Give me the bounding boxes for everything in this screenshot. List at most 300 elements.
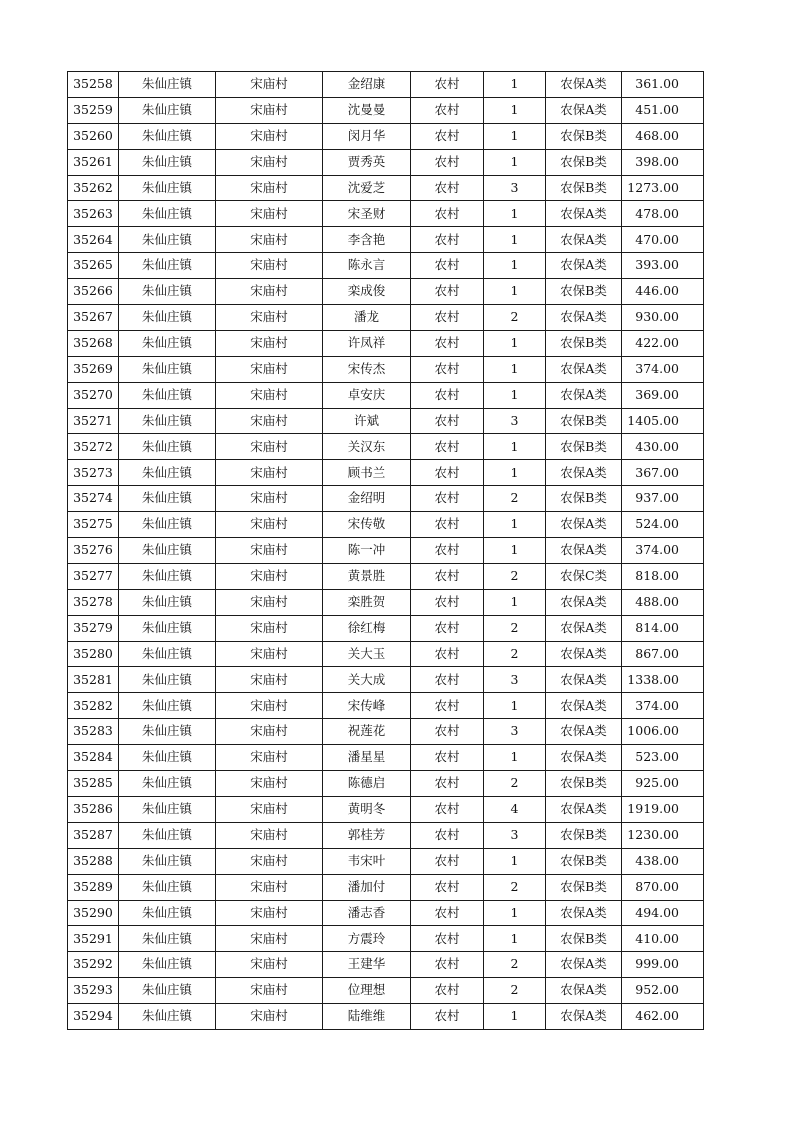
amount-cell: 410.00 [622,926,704,952]
town-cell: 朱仙庄镇 [119,279,216,305]
serial-number-cell: 35290 [68,900,119,926]
amount-cell: 430.00 [622,434,704,460]
town-cell: 朱仙庄镇 [119,978,216,1004]
amount-cell: 952.00 [622,978,704,1004]
amount-cell: 937.00 [622,486,704,512]
serial-number-cell: 35280 [68,641,119,667]
amount-cell: 999.00 [622,952,704,978]
area-type-cell: 农村 [411,874,484,900]
serial-number-cell: 35275 [68,512,119,538]
town-cell: 朱仙庄镇 [119,563,216,589]
village-cell: 宋庙村 [216,848,323,874]
town-cell: 朱仙庄镇 [119,538,216,564]
table-row [68,123,704,149]
village-cell: 宋庙村 [216,641,323,667]
document-page [67,71,704,1030]
table-row [68,72,704,98]
insurance-category-cell: 农保B类 [546,434,622,460]
household-count-cell: 3 [484,667,546,693]
person-name-cell: 陆维维 [323,1004,411,1030]
area-type-cell: 农村 [411,434,484,460]
area-type-cell: 农村 [411,123,484,149]
roster-body [68,72,704,1030]
area-type-cell: 农村 [411,72,484,98]
serial-number-cell: 35266 [68,279,119,305]
insurance-category-cell: 农保A类 [546,978,622,1004]
serial-number-cell: 35276 [68,538,119,564]
town-cell: 朱仙庄镇 [119,745,216,771]
village-cell: 宋庙村 [216,589,323,615]
insurance-category-cell: 农保A类 [546,201,622,227]
person-name-cell: 关大成 [323,667,411,693]
amount-cell: 494.00 [622,900,704,926]
town-cell: 朱仙庄镇 [119,719,216,745]
insurance-category-cell: 农保A类 [546,97,622,123]
household-count-cell: 2 [484,978,546,1004]
household-count-cell: 4 [484,796,546,822]
person-name-cell: 关大玉 [323,641,411,667]
village-cell: 宋庙村 [216,72,323,98]
insurance-category-cell: 农保B类 [546,175,622,201]
table-row [68,900,704,926]
household-count-cell: 1 [484,356,546,382]
household-count-cell: 1 [484,201,546,227]
serial-number-cell: 35286 [68,796,119,822]
table-row [68,330,704,356]
person-name-cell: 顾书兰 [323,460,411,486]
serial-number-cell: 35264 [68,227,119,253]
town-cell: 朱仙庄镇 [119,589,216,615]
person-name-cell: 陈一冲 [323,538,411,564]
insurance-category-cell: 农保B类 [546,874,622,900]
table-row [68,227,704,253]
household-count-cell: 2 [484,874,546,900]
household-count-cell: 2 [484,563,546,589]
table-row [68,279,704,305]
household-count-cell: 1 [484,149,546,175]
village-cell: 宋庙村 [216,563,323,589]
town-cell: 朱仙庄镇 [119,693,216,719]
person-name-cell: 卓安庆 [323,382,411,408]
village-cell: 宋庙村 [216,745,323,771]
person-name-cell: 许凤祥 [323,330,411,356]
village-cell: 宋庙村 [216,175,323,201]
town-cell: 朱仙庄镇 [119,382,216,408]
area-type-cell: 农村 [411,822,484,848]
person-name-cell: 陈永言 [323,253,411,279]
insurance-category-cell: 农保A类 [546,952,622,978]
serial-number-cell: 35265 [68,253,119,279]
village-cell: 宋庙村 [216,952,323,978]
household-count-cell: 1 [484,926,546,952]
person-name-cell: 宋传峰 [323,693,411,719]
area-type-cell: 农村 [411,615,484,641]
table-row [68,356,704,382]
town-cell: 朱仙庄镇 [119,926,216,952]
table-row [68,175,704,201]
insurance-category-cell: 农保B类 [546,408,622,434]
table-row [68,822,704,848]
area-type-cell: 农村 [411,175,484,201]
table-row [68,382,704,408]
serial-number-cell: 35291 [68,926,119,952]
area-type-cell: 农村 [411,486,484,512]
serial-number-cell: 35270 [68,382,119,408]
table-row [68,719,704,745]
village-cell: 宋庙村 [216,926,323,952]
area-type-cell: 农村 [411,589,484,615]
insurance-category-cell: 农保B类 [546,848,622,874]
household-count-cell: 1 [484,538,546,564]
person-name-cell: 潘星星 [323,745,411,771]
insurance-category-cell: 农保A类 [546,641,622,667]
table-row [68,848,704,874]
household-count-cell: 1 [484,97,546,123]
town-cell: 朱仙庄镇 [119,305,216,331]
town-cell: 朱仙庄镇 [119,874,216,900]
village-cell: 宋庙村 [216,1004,323,1030]
insurance-category-cell: 农保B类 [546,771,622,797]
area-type-cell: 农村 [411,279,484,305]
insurance-category-cell: 农保A类 [546,719,622,745]
serial-number-cell: 35268 [68,330,119,356]
area-type-cell: 农村 [411,848,484,874]
insurance-category-cell: 农保A类 [546,356,622,382]
area-type-cell: 农村 [411,149,484,175]
amount-cell: 488.00 [622,589,704,615]
village-cell: 宋庙村 [216,667,323,693]
table-row [68,1004,704,1030]
village-cell: 宋庙村 [216,305,323,331]
amount-cell: 393.00 [622,253,704,279]
village-cell: 宋庙村 [216,538,323,564]
person-name-cell: 关汉东 [323,434,411,460]
household-count-cell: 3 [484,408,546,434]
serial-number-cell: 35269 [68,356,119,382]
serial-number-cell: 35259 [68,97,119,123]
person-name-cell: 沈爱芝 [323,175,411,201]
area-type-cell: 农村 [411,408,484,434]
person-name-cell: 宋圣财 [323,201,411,227]
insurance-category-cell: 农保B类 [546,123,622,149]
serial-number-cell: 35293 [68,978,119,1004]
table-row [68,926,704,952]
area-type-cell: 农村 [411,1004,484,1030]
table-row [68,97,704,123]
insurance-category-cell: 农保B类 [546,486,622,512]
household-count-cell: 3 [484,719,546,745]
town-cell: 朱仙庄镇 [119,512,216,538]
table-row [68,305,704,331]
area-type-cell: 农村 [411,641,484,667]
insurance-category-cell: 农保A类 [546,227,622,253]
amount-cell: 468.00 [622,123,704,149]
person-name-cell: 宋传杰 [323,356,411,382]
household-count-cell: 1 [484,693,546,719]
household-count-cell: 2 [484,305,546,331]
village-cell: 宋庙村 [216,408,323,434]
insurance-category-cell: 农保A类 [546,745,622,771]
area-type-cell: 农村 [411,745,484,771]
insurance-category-cell: 农保B类 [546,330,622,356]
table-row [68,615,704,641]
village-cell: 宋庙村 [216,253,323,279]
person-name-cell: 宋传敬 [323,512,411,538]
person-name-cell: 沈曼曼 [323,97,411,123]
town-cell: 朱仙庄镇 [119,615,216,641]
household-count-cell: 1 [484,589,546,615]
insurance-category-cell: 农保A类 [546,589,622,615]
area-type-cell: 农村 [411,512,484,538]
person-name-cell: 许斌 [323,408,411,434]
household-count-cell: 1 [484,512,546,538]
town-cell: 朱仙庄镇 [119,356,216,382]
amount-cell: 446.00 [622,279,704,305]
person-name-cell: 祝莲花 [323,719,411,745]
village-cell: 宋庙村 [216,796,323,822]
amount-cell: 451.00 [622,97,704,123]
insurance-category-cell: 农保A类 [546,1004,622,1030]
amount-cell: 870.00 [622,874,704,900]
household-count-cell: 1 [484,434,546,460]
town-cell: 朱仙庄镇 [119,1004,216,1030]
town-cell: 朱仙庄镇 [119,97,216,123]
area-type-cell: 农村 [411,952,484,978]
amount-cell: 369.00 [622,382,704,408]
table-row [68,253,704,279]
town-cell: 朱仙庄镇 [119,149,216,175]
amount-cell: 867.00 [622,641,704,667]
serial-number-cell: 35294 [68,1004,119,1030]
household-count-cell: 1 [484,253,546,279]
household-count-cell: 2 [484,952,546,978]
person-name-cell: 贾秀英 [323,149,411,175]
amount-cell: 478.00 [622,201,704,227]
person-name-cell: 李含艳 [323,227,411,253]
serial-number-cell: 35260 [68,123,119,149]
person-name-cell: 金绍康 [323,72,411,98]
area-type-cell: 农村 [411,719,484,745]
household-count-cell: 1 [484,382,546,408]
person-name-cell: 黄景胜 [323,563,411,589]
village-cell: 宋庙村 [216,978,323,1004]
person-name-cell: 栾成俊 [323,279,411,305]
serial-number-cell: 35258 [68,72,119,98]
amount-cell: 361.00 [622,72,704,98]
insurance-category-cell: 农保A类 [546,900,622,926]
household-count-cell: 1 [484,460,546,486]
amount-cell: 523.00 [622,745,704,771]
serial-number-cell: 35262 [68,175,119,201]
amount-cell: 1338.00 [622,667,704,693]
village-cell: 宋庙村 [216,382,323,408]
serial-number-cell: 35282 [68,693,119,719]
table-row [68,693,704,719]
amount-cell: 374.00 [622,538,704,564]
area-type-cell: 农村 [411,305,484,331]
serial-number-cell: 35292 [68,952,119,978]
serial-number-cell: 35287 [68,822,119,848]
household-count-cell: 2 [484,486,546,512]
table-row [68,589,704,615]
town-cell: 朱仙庄镇 [119,822,216,848]
household-count-cell: 1 [484,745,546,771]
household-count-cell: 2 [484,641,546,667]
amount-cell: 925.00 [622,771,704,797]
area-type-cell: 农村 [411,356,484,382]
amount-cell: 374.00 [622,356,704,382]
serial-number-cell: 35284 [68,745,119,771]
village-cell: 宋庙村 [216,512,323,538]
insurance-category-cell: 农保A类 [546,538,622,564]
village-cell: 宋庙村 [216,356,323,382]
area-type-cell: 农村 [411,201,484,227]
insurance-category-cell: 农保B类 [546,926,622,952]
village-cell: 宋庙村 [216,874,323,900]
serial-number-cell: 35277 [68,563,119,589]
amount-cell: 398.00 [622,149,704,175]
area-type-cell: 农村 [411,253,484,279]
area-type-cell: 农村 [411,538,484,564]
amount-cell: 438.00 [622,848,704,874]
area-type-cell: 农村 [411,667,484,693]
serial-number-cell: 35267 [68,305,119,331]
area-type-cell: 农村 [411,693,484,719]
benefit-roster-table [67,71,704,1030]
area-type-cell: 农村 [411,382,484,408]
serial-number-cell: 35289 [68,874,119,900]
serial-number-cell: 35281 [68,667,119,693]
serial-number-cell: 35273 [68,460,119,486]
table-row [68,667,704,693]
village-cell: 宋庙村 [216,719,323,745]
amount-cell: 814.00 [622,615,704,641]
person-name-cell: 方震玲 [323,926,411,952]
table-row [68,486,704,512]
household-count-cell: 1 [484,848,546,874]
household-count-cell: 1 [484,123,546,149]
person-name-cell: 栾胜贺 [323,589,411,615]
town-cell: 朱仙庄镇 [119,641,216,667]
town-cell: 朱仙庄镇 [119,330,216,356]
town-cell: 朱仙庄镇 [119,123,216,149]
serial-number-cell: 35274 [68,486,119,512]
town-cell: 朱仙庄镇 [119,771,216,797]
serial-number-cell: 35285 [68,771,119,797]
serial-number-cell: 35288 [68,848,119,874]
town-cell: 朱仙庄镇 [119,72,216,98]
household-count-cell: 1 [484,72,546,98]
area-type-cell: 农村 [411,978,484,1004]
amount-cell: 1919.00 [622,796,704,822]
insurance-category-cell: 农保A类 [546,253,622,279]
town-cell: 朱仙庄镇 [119,175,216,201]
table-row [68,434,704,460]
area-type-cell: 农村 [411,227,484,253]
household-count-cell: 1 [484,227,546,253]
table-row [68,771,704,797]
village-cell: 宋庙村 [216,615,323,641]
person-name-cell: 潘龙 [323,305,411,331]
amount-cell: 1230.00 [622,822,704,848]
table-row [68,641,704,667]
table-row [68,512,704,538]
person-name-cell: 王建华 [323,952,411,978]
serial-number-cell: 35263 [68,201,119,227]
table-row [68,952,704,978]
town-cell: 朱仙庄镇 [119,486,216,512]
town-cell: 朱仙庄镇 [119,848,216,874]
insurance-category-cell: 农保A类 [546,667,622,693]
amount-cell: 367.00 [622,460,704,486]
area-type-cell: 农村 [411,796,484,822]
amount-cell: 462.00 [622,1004,704,1030]
village-cell: 宋庙村 [216,330,323,356]
village-cell: 宋庙村 [216,227,323,253]
insurance-category-cell: 农保B类 [546,279,622,305]
village-cell: 宋庙村 [216,771,323,797]
town-cell: 朱仙庄镇 [119,667,216,693]
serial-number-cell: 35278 [68,589,119,615]
town-cell: 朱仙庄镇 [119,460,216,486]
area-type-cell: 农村 [411,926,484,952]
village-cell: 宋庙村 [216,486,323,512]
table-row [68,201,704,227]
table-row [68,538,704,564]
area-type-cell: 农村 [411,460,484,486]
insurance-category-cell: 农保A类 [546,512,622,538]
household-count-cell: 2 [484,771,546,797]
amount-cell: 1405.00 [622,408,704,434]
town-cell: 朱仙庄镇 [119,227,216,253]
household-count-cell: 2 [484,615,546,641]
person-name-cell: 徐红梅 [323,615,411,641]
amount-cell: 374.00 [622,693,704,719]
table-row [68,874,704,900]
household-count-cell: 3 [484,822,546,848]
amount-cell: 422.00 [622,330,704,356]
table-row [68,745,704,771]
village-cell: 宋庙村 [216,97,323,123]
area-type-cell: 农村 [411,330,484,356]
insurance-category-cell: 农保A类 [546,693,622,719]
town-cell: 朱仙庄镇 [119,796,216,822]
person-name-cell: 陈德启 [323,771,411,797]
person-name-cell: 黄明冬 [323,796,411,822]
person-name-cell: 潘加付 [323,874,411,900]
insurance-category-cell: 农保B类 [546,822,622,848]
insurance-category-cell: 农保B类 [546,149,622,175]
village-cell: 宋庙村 [216,279,323,305]
village-cell: 宋庙村 [216,460,323,486]
person-name-cell: 韦宋叶 [323,848,411,874]
person-name-cell: 闵月华 [323,123,411,149]
amount-cell: 1006.00 [622,719,704,745]
village-cell: 宋庙村 [216,149,323,175]
insurance-category-cell: 农保A类 [546,460,622,486]
town-cell: 朱仙庄镇 [119,900,216,926]
village-cell: 宋庙村 [216,693,323,719]
household-count-cell: 1 [484,330,546,356]
serial-number-cell: 35272 [68,434,119,460]
town-cell: 朱仙庄镇 [119,434,216,460]
village-cell: 宋庙村 [216,434,323,460]
table-row [68,978,704,1004]
amount-cell: 1273.00 [622,175,704,201]
table-row [68,460,704,486]
person-name-cell: 金绍明 [323,486,411,512]
area-type-cell: 农村 [411,771,484,797]
